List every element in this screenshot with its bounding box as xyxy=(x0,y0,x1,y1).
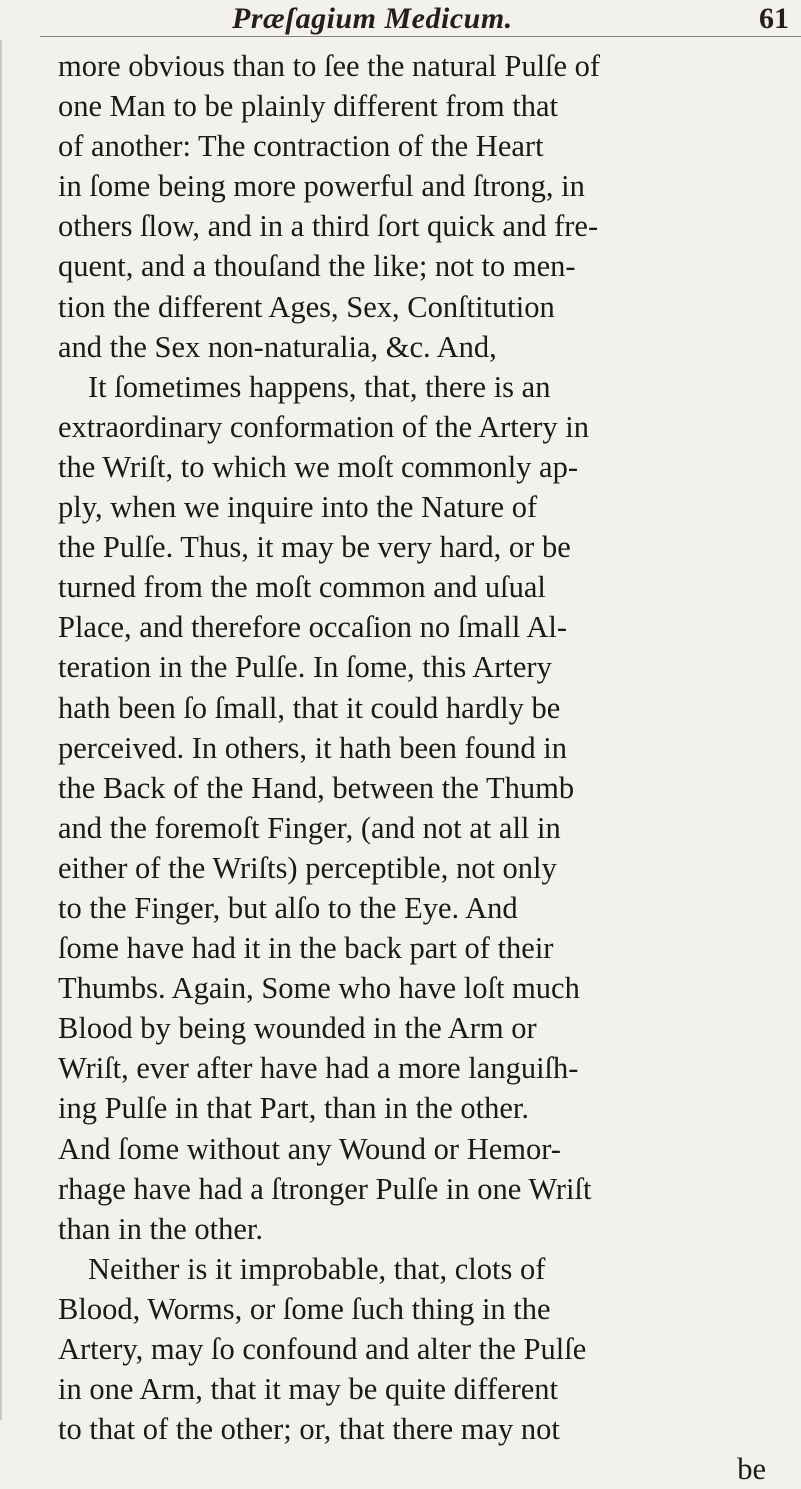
text-line: It ſometimes happens, that, there is an xyxy=(88,369,551,404)
text-line: one Man to be plainly different from that xyxy=(58,89,559,124)
body-text xyxy=(58,46,780,1489)
header-rule xyxy=(40,36,801,37)
text-line: perceived. In others, it hath been found in xyxy=(58,730,568,765)
text-line: hath been ſo ſmall, that it could hardly be xyxy=(58,690,561,725)
text-line: Neither is it improbable, that, clots of xyxy=(88,1251,546,1286)
text-line: Artery, may ſo confound and alter the Pulſe xyxy=(58,1332,587,1366)
text-line: Wriſt, ever after have had a more languiſh- xyxy=(58,1051,579,1086)
text-line: and the Sex non-naturalia, &c. And, xyxy=(58,329,497,364)
text-line: the Pulſe. Thus, it may be very hard, or be xyxy=(58,530,571,565)
text-line: to the Finger, but alſo to the Eye. And xyxy=(58,890,518,925)
text-line: either of the Wriſts) perceptible, not only xyxy=(58,850,557,885)
text-line: extraordinary conformation of the Artery in xyxy=(58,409,590,444)
text-line: ing Pulſe in that Part, than in the other. xyxy=(58,1091,529,1126)
text-line: ply, when we inquire into the Nature of xyxy=(58,490,538,525)
text-line: than in the other. xyxy=(58,1211,263,1246)
text-line: and the foremoſt Finger, (and not at all in xyxy=(58,810,561,845)
text-line: teration in the Pulſe. In ſome, this Artery xyxy=(58,650,552,685)
text-line: quent, and a thouſand the like; not to men- xyxy=(58,249,576,284)
text-line: Place, and therefore occaſion no ſmall Al- xyxy=(58,610,567,645)
text-line: the Wriſt, to which we moſt commonly ap- xyxy=(58,449,579,484)
catchword: be xyxy=(737,1452,766,1487)
gutter-shadow xyxy=(0,40,2,1420)
page-number: 61 xyxy=(759,2,789,35)
text-line: Blood, Worms, or ſome ſuch thing in the xyxy=(58,1291,551,1326)
text-line: of another: The contraction of the Heart xyxy=(58,129,544,164)
text-line: Blood by being wounded in the Arm or xyxy=(58,1011,537,1046)
running-title: Præſagium Medicum. xyxy=(232,2,513,35)
text-line: in one Arm, that it may be quite different xyxy=(58,1372,559,1407)
text-line: others ſlow, and in a third ſort quick and fre- xyxy=(58,209,599,244)
text-line: more obvious than to ſee the natural Pulſe of xyxy=(58,49,601,83)
text-line: to that of the other; or, that there may not xyxy=(58,1412,560,1447)
page-header xyxy=(0,0,801,38)
text-line: And ſome without any Wound or Hemor- xyxy=(58,1131,561,1166)
text-line: the Back of the Hand, between the Thumb xyxy=(58,770,575,805)
text-line: turned from the moſt common and uſual xyxy=(58,570,546,605)
text-line: in ſome being more powerful and ſtrong, in xyxy=(58,169,585,204)
text-line: Thumbs. Again, Some who have loſt much xyxy=(58,971,580,1006)
text-line: ſome have had it in the back part of their xyxy=(58,931,554,966)
text-line: tion the different Ages, Sex, Conſtitution xyxy=(58,289,555,324)
text-line: rhage have had a ſtronger Pulſe in one Wriſt xyxy=(58,1171,592,1206)
